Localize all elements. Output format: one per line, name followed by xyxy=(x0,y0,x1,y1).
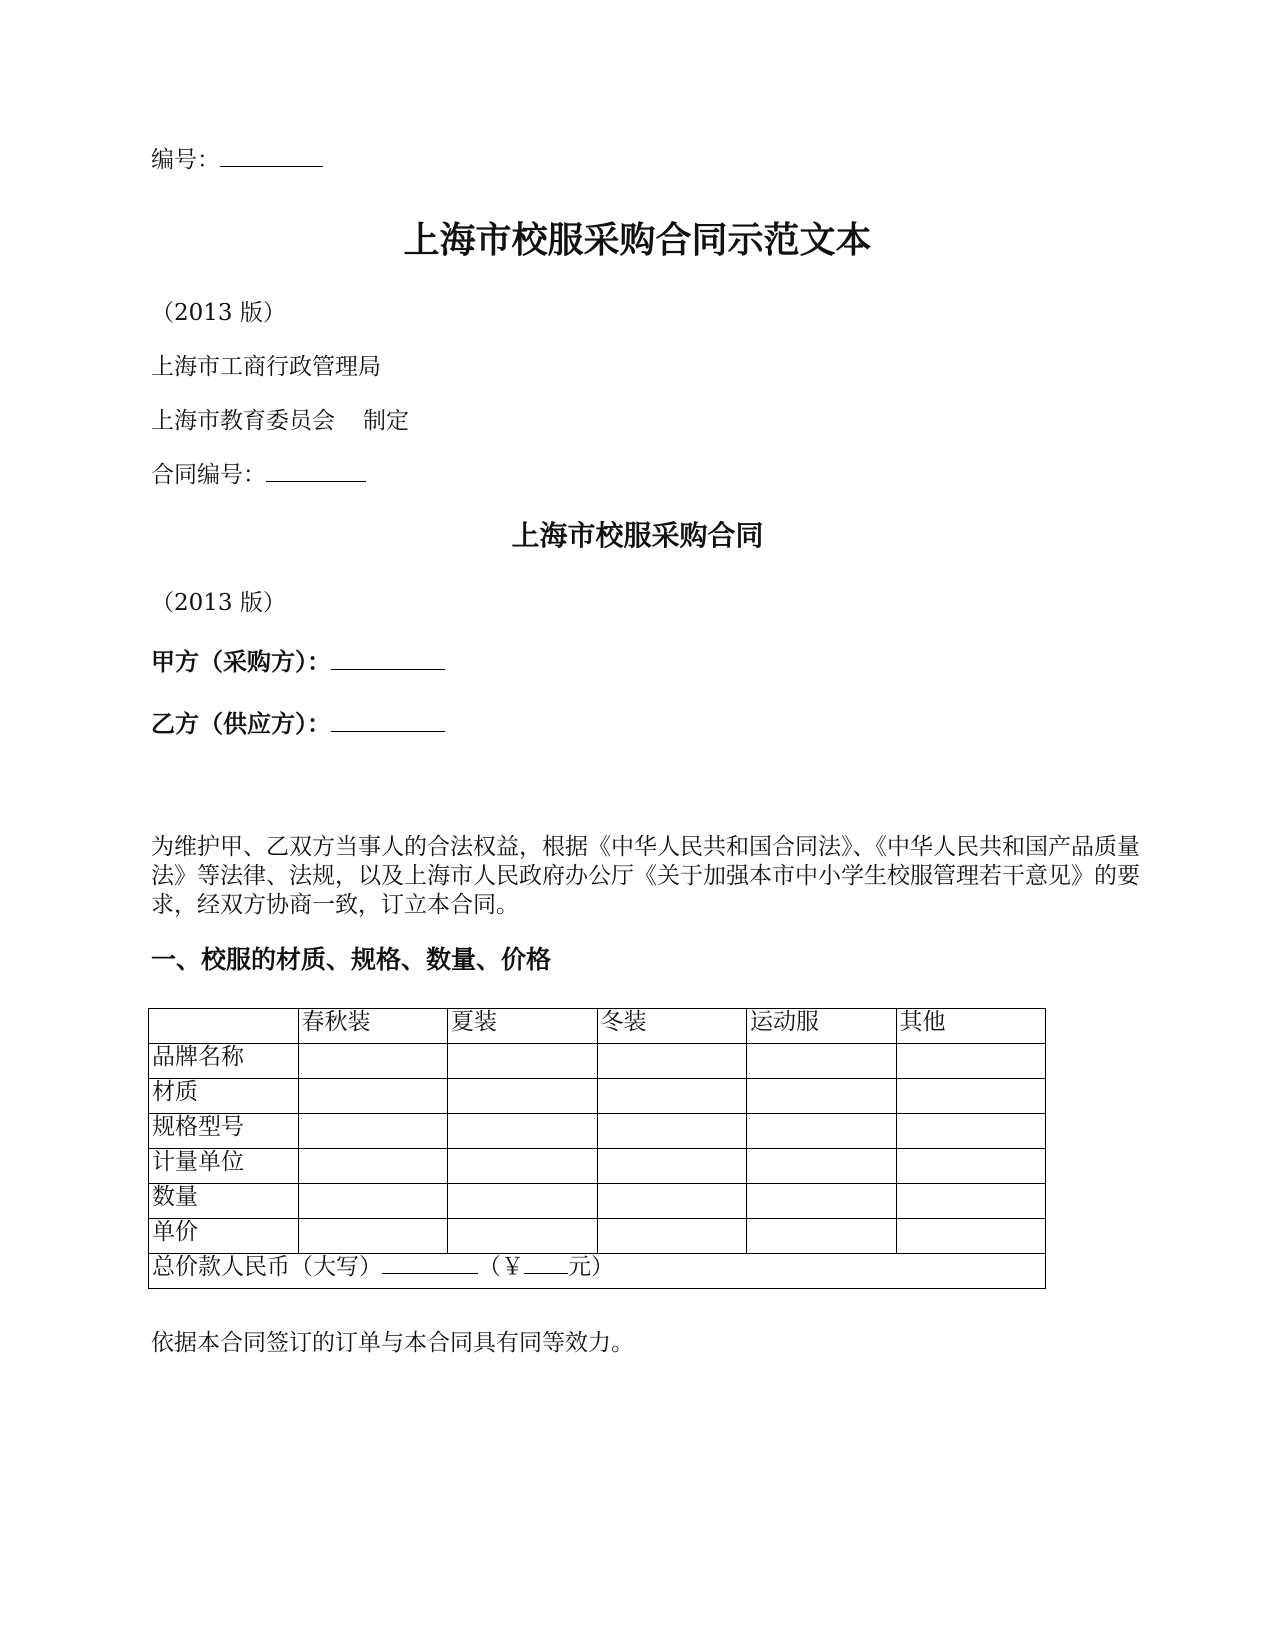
page-title: 上海市校服采购合同示范文本 xyxy=(403,220,872,261)
after-table-note: 依据本合同签订的订单与本合同具有同等效力。 xyxy=(151,1330,634,1356)
spec-table xyxy=(148,1008,1046,1289)
table-row xyxy=(149,1149,1046,1184)
table-cell[interactable] xyxy=(597,1079,747,1114)
contract-number-blank[interactable] xyxy=(266,461,366,482)
table-cell[interactable] xyxy=(747,1114,897,1149)
table-cell[interactable] xyxy=(298,1114,448,1149)
table-cell[interactable] xyxy=(896,1044,1046,1079)
issuer-line-2 xyxy=(151,406,409,436)
total-price-words-blank[interactable] xyxy=(382,1255,478,1274)
table-row xyxy=(149,1184,1046,1219)
table-cell[interactable] xyxy=(298,1044,448,1079)
table-cell[interactable] xyxy=(597,1149,747,1184)
contract-edition-label: （2013 版） xyxy=(151,590,286,616)
row-header: 规格型号 xyxy=(149,1114,299,1149)
party-b-blank[interactable] xyxy=(331,709,445,732)
column-header: 冬装 xyxy=(597,1009,747,1044)
party-a-blank[interactable] xyxy=(331,647,445,670)
party-a xyxy=(151,646,445,678)
issuer-name-2: 上海市教育委员会 xyxy=(151,408,335,434)
party-b xyxy=(151,708,445,740)
table-cell[interactable] xyxy=(597,1184,747,1219)
column-header: 春秋装 xyxy=(298,1009,448,1044)
total-price-row xyxy=(149,1254,1046,1289)
row-header: 品牌名称 xyxy=(149,1044,299,1079)
table-cell[interactable] xyxy=(448,1219,598,1254)
document-number-blank[interactable] xyxy=(220,146,323,167)
total-price-cell xyxy=(149,1254,1046,1289)
intro-paragraph: 为维护甲、乙双方当事人的合法权益，根据《中华人民共和国合同法》、《中华人民共和国产品质量法》等法律、法规，以及上海市人民政府办公厅《关于加强本市中小学生校服管理若干意见》的要求，经双方协商一致，订立本合同。 xyxy=(151,834,1140,918)
column-header: 其他 xyxy=(896,1009,1046,1044)
total-price-amount-blank[interactable] xyxy=(524,1255,568,1274)
table-cell[interactable] xyxy=(896,1219,1046,1254)
table-cell[interactable] xyxy=(747,1079,897,1114)
row-header: 单价 xyxy=(149,1219,299,1254)
table-cell[interactable] xyxy=(298,1219,448,1254)
issuer-line-1: 上海市工商行政管理局 xyxy=(151,354,381,380)
column-header: 夏装 xyxy=(448,1009,598,1044)
table-cell[interactable] xyxy=(448,1114,598,1149)
table-cell[interactable] xyxy=(747,1184,897,1219)
edition-label: （2013 版） xyxy=(151,300,286,326)
table-cell[interactable] xyxy=(298,1149,448,1184)
row-header: 数量 xyxy=(149,1184,299,1219)
table-cell[interactable] xyxy=(597,1044,747,1079)
table-cell[interactable] xyxy=(298,1184,448,1219)
table-corner-cell xyxy=(149,1009,299,1044)
row-header: 材质 xyxy=(149,1079,299,1114)
table-cell[interactable] xyxy=(896,1149,1046,1184)
table-cell[interactable] xyxy=(597,1219,747,1254)
total-price-middle: （￥ xyxy=(478,1254,524,1280)
table-cell[interactable] xyxy=(448,1044,598,1079)
table-cell[interactable] xyxy=(597,1114,747,1149)
table-row xyxy=(149,1044,1046,1079)
table-cell[interactable] xyxy=(747,1219,897,1254)
column-header: 运动服 xyxy=(747,1009,897,1044)
document-number xyxy=(151,145,323,175)
table-cell[interactable] xyxy=(747,1044,897,1079)
contract-number xyxy=(151,460,366,490)
table-cell[interactable] xyxy=(896,1184,1046,1219)
table-cell[interactable] xyxy=(448,1079,598,1114)
party-b-label: 乙方（供应方）： xyxy=(151,710,331,738)
contract-number-label: 合同编号： xyxy=(151,462,266,488)
party-a-label: 甲方（采购方）： xyxy=(151,648,331,676)
table-cell[interactable] xyxy=(298,1079,448,1114)
document-number-label: 编号： xyxy=(151,147,220,173)
total-price-prefix: 总价款人民币（大写） xyxy=(152,1254,382,1280)
table-row xyxy=(149,1219,1046,1254)
table-row xyxy=(149,1114,1046,1149)
contract-title: 上海市校服采购合同 xyxy=(511,519,764,552)
table-cell[interactable] xyxy=(896,1114,1046,1149)
table-header-row xyxy=(149,1009,1046,1044)
table-cell[interactable] xyxy=(896,1079,1046,1114)
total-price-suffix: 元） xyxy=(568,1254,614,1280)
table-cell[interactable] xyxy=(448,1184,598,1219)
section-1-heading: 一、校服的材质、规格、数量、价格 xyxy=(151,945,552,974)
issuer-made-by: 制定 xyxy=(363,408,409,434)
table-cell[interactable] xyxy=(747,1149,897,1184)
table-cell[interactable] xyxy=(448,1149,598,1184)
table-row xyxy=(149,1079,1046,1114)
row-header: 计量单位 xyxy=(149,1149,299,1184)
